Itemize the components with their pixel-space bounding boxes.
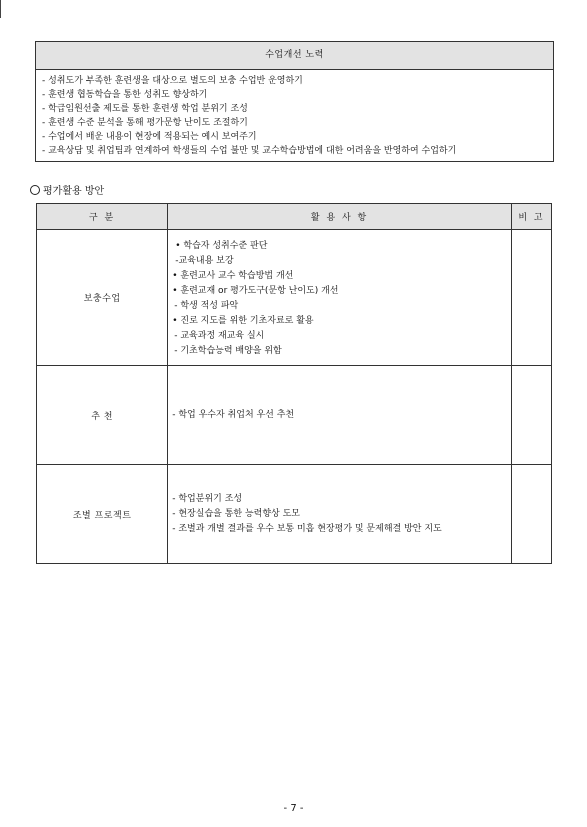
detail-line: - 학업분위기 조성 [172,493,243,504]
detail-line: • 진로 지도를 위한 기초자료로 활용 [172,316,314,326]
detail-line: • 훈련교재 or 평가도구(문항 난이도) 개선 [172,286,339,296]
detail-line: - 학업 우수자 취업처 우선 추천 [172,409,295,420]
detail-line: - 현장실습을 통한 능력향상 도모 [172,508,300,519]
detail-line: • 훈련교사 교수 학습방법 개선 [172,271,294,281]
row-category: 보충수업 [37,230,168,366]
improvement-list [36,70,553,161]
improvement-item: - 훈련생 수준 분석을 통해 평가문항 난이도 조절하기 [42,118,248,128]
row-note [511,230,551,366]
improvement-item: - 성취도가 부족한 훈련생을 대상으로 별도의 보충 수업반 운영하기 [42,76,303,86]
table-header-row [37,204,552,230]
detail-line: - 기초학습능력 배양을 위함 [174,346,282,356]
improvement-title: 수업개선 노력 [36,42,553,70]
table-row [37,366,552,465]
improvement-item: - 교육상담 및 취업팀과 연계하여 학생들의 수업 불만 및 교수학습방법에 대한 어려움을 반영하여 수업하기 [42,146,457,156]
row-details [168,230,512,366]
improvement-item: - 훈련생 협동학습을 통한 성취도 향상하기 [42,90,208,100]
header-note: 비 고 [511,204,551,230]
row-note [511,465,551,564]
section-heading [30,182,104,197]
row-details [168,366,512,465]
section-heading-text: 평가활용 방안 [43,186,105,197]
header-usage: 활 용 사 항 [168,204,512,230]
detail-line: - 교육과정 재교육 실시 [174,331,265,341]
detail-line: • 학습자 성취수준 판단 [175,241,268,251]
detail-line: - 학생 적성 파악 [174,301,239,311]
row-category: 조별 프로젝트 [37,465,168,564]
page-corner-mark [0,0,5,18]
improvement-box [35,41,554,162]
page-number: - 7 - [283,803,304,814]
header-category: 구 분 [37,204,168,230]
row-category: 추 천 [37,366,168,465]
table-row [37,230,552,366]
improvement-item: - 수업에서 배운 내용이 현장에 적용되는 예시 보여주기 [42,132,257,142]
detail-line: -교육내용 보강 [175,256,234,266]
detail-line: - 조별과 개별 결과를 우수 보통 미흡 현장평가 및 문제해결 방안 지도 [172,523,442,534]
row-details [168,465,512,564]
evaluation-table [36,203,552,564]
table-row [37,465,552,564]
row-note [511,366,551,465]
improvement-item: - 학급임원선출 제도를 통한 훈련생 학업 분위기 조성 [42,104,248,114]
circle-bullet-icon [30,185,40,195]
